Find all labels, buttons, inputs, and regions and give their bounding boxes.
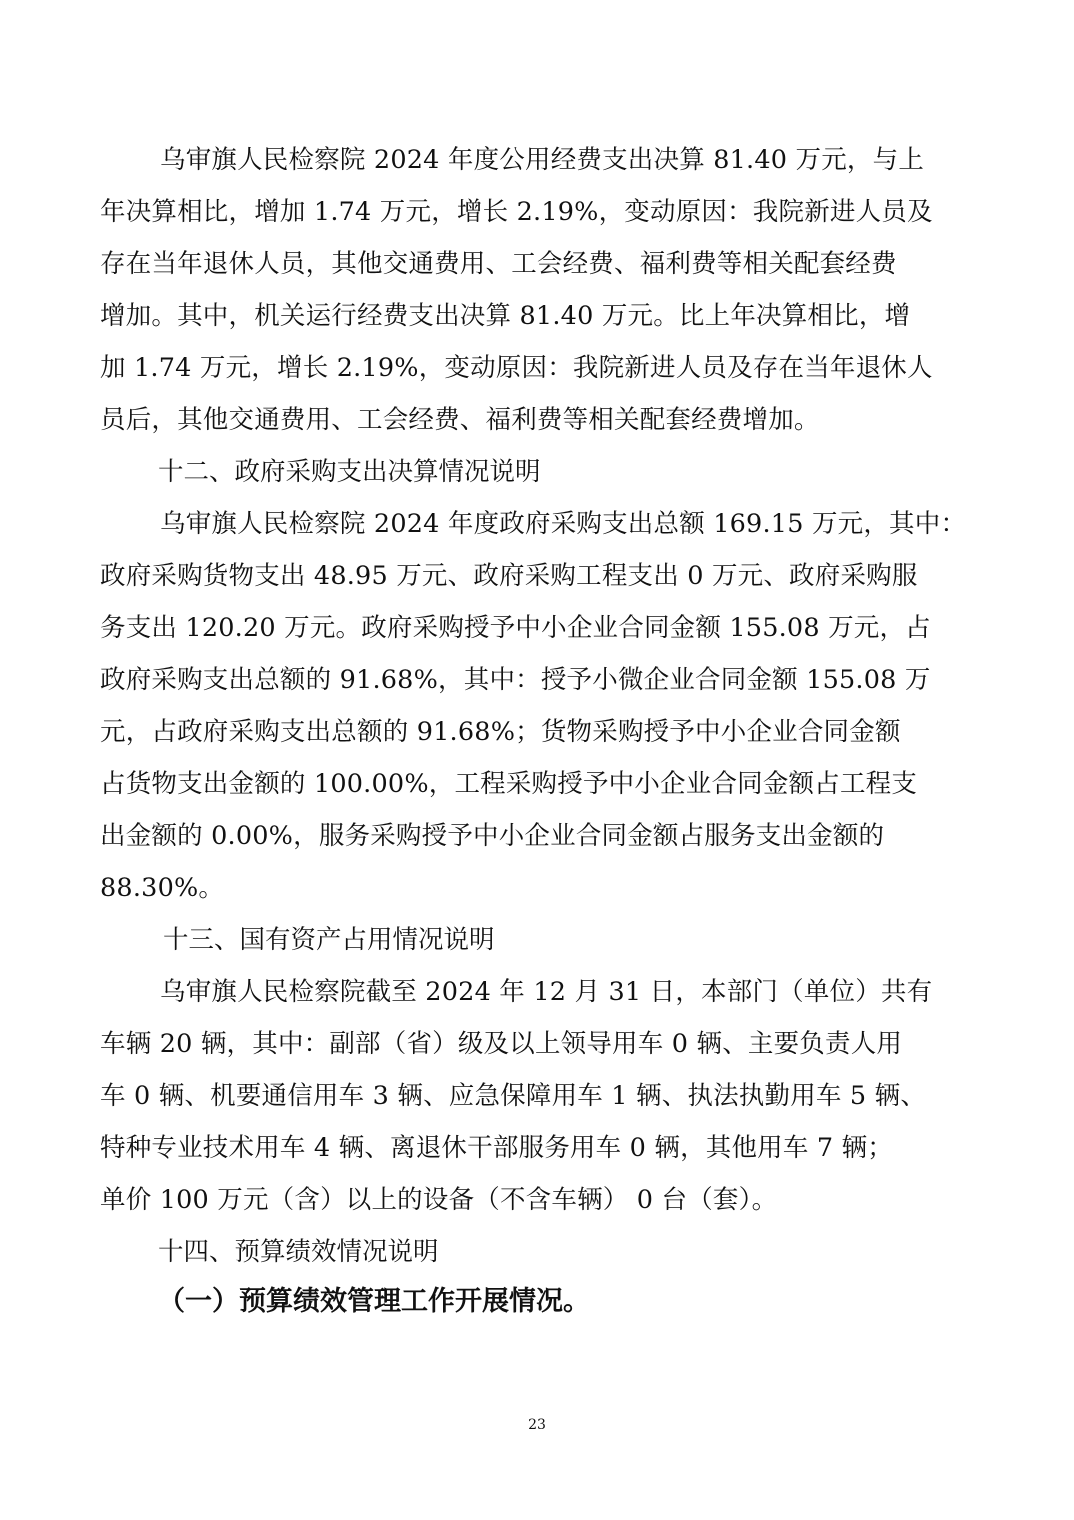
paragraph-line: 车辆 20 辆，其中：副部（省）级及以上领导用车 0 辆、主要负责人用 xyxy=(100,1029,903,1059)
section-heading: 十二、政府采购支出决算情况说明 xyxy=(158,457,541,487)
section-heading: 十三、国有资产占用情况说明 xyxy=(163,925,495,955)
paragraph-line: 员后，其他交通费用、工会经费、福利费等相关配套经费增加。 xyxy=(100,405,820,435)
paragraph-line: 年决算相比，增加 1.74 万元，增长 2.19%，变动原因：我院新进人员及 xyxy=(100,197,933,227)
paragraph-line: 乌审旗人民检察院 2024 年度公用经费支出决算 81.40 万元，与上 xyxy=(160,145,925,175)
subsection-heading: （一）预算绩效管理工作开展情况。 xyxy=(158,1286,590,1317)
paragraph-line: 乌审旗人民检察院截至 2024 年 12 月 31 日，本部门（单位）共有 xyxy=(160,977,933,1007)
paragraph-line: 88.30%。 xyxy=(100,873,225,903)
paragraph-line: 存在当年退休人员，其他交通费用、工会经费、福利费等相关配套经费 xyxy=(100,249,897,279)
section-heading: 十四、预算绩效情况说明 xyxy=(158,1237,439,1267)
paragraph-line: 特种专业技术用车 4 辆、离退休干部服务用车 0 辆，其他用车 7 辆； xyxy=(100,1133,894,1163)
paragraph-line: 政府采购货物支出 48.95 万元、政府采购工程支出 0 万元、政府采购服 xyxy=(100,561,918,591)
paragraph-line: 占货物支出金额的 100.00%，工程采购授予中小企业合同金额占工程支 xyxy=(100,769,918,799)
paragraph-line: 政府采购支出总额的 91.68%，其中：授予小微企业合同金额 155.08 万 xyxy=(100,665,931,695)
paragraph-line: 单价 100 万元（含）以上的设备（不含车辆） 0 台（套）。 xyxy=(100,1185,778,1215)
paragraph-line: 出金额的 0.00%，服务采购授予中小企业合同金额占服务支出金额的 xyxy=(100,821,885,851)
paragraph-line: 加 1.74 万元，增长 2.19%，变动原因：我院新进人员及存在当年退休人 xyxy=(100,353,933,383)
paragraph-line: 车 0 辆、机要通信用车 3 辆、应急保障用车 1 辆、执法执勤用车 5 辆、 xyxy=(100,1081,927,1111)
paragraph-line: 务支出 120.20 万元。政府采购授予中小企业合同金额 155.08 万元，占 xyxy=(100,613,931,643)
paragraph-line: 增加。其中，机关运行经费支出决算 81.40 万元。比上年决算相比，增 xyxy=(100,301,911,331)
page-number: 23 xyxy=(528,1417,546,1433)
paragraph-line: 元，占政府采购支出总额的 91.68%；货物采购授予中小企业合同金额 xyxy=(100,717,901,747)
paragraph-line: 乌审旗人民检察院 2024 年度政府采购支出总额 169.15 万元，其中： xyxy=(160,509,967,539)
